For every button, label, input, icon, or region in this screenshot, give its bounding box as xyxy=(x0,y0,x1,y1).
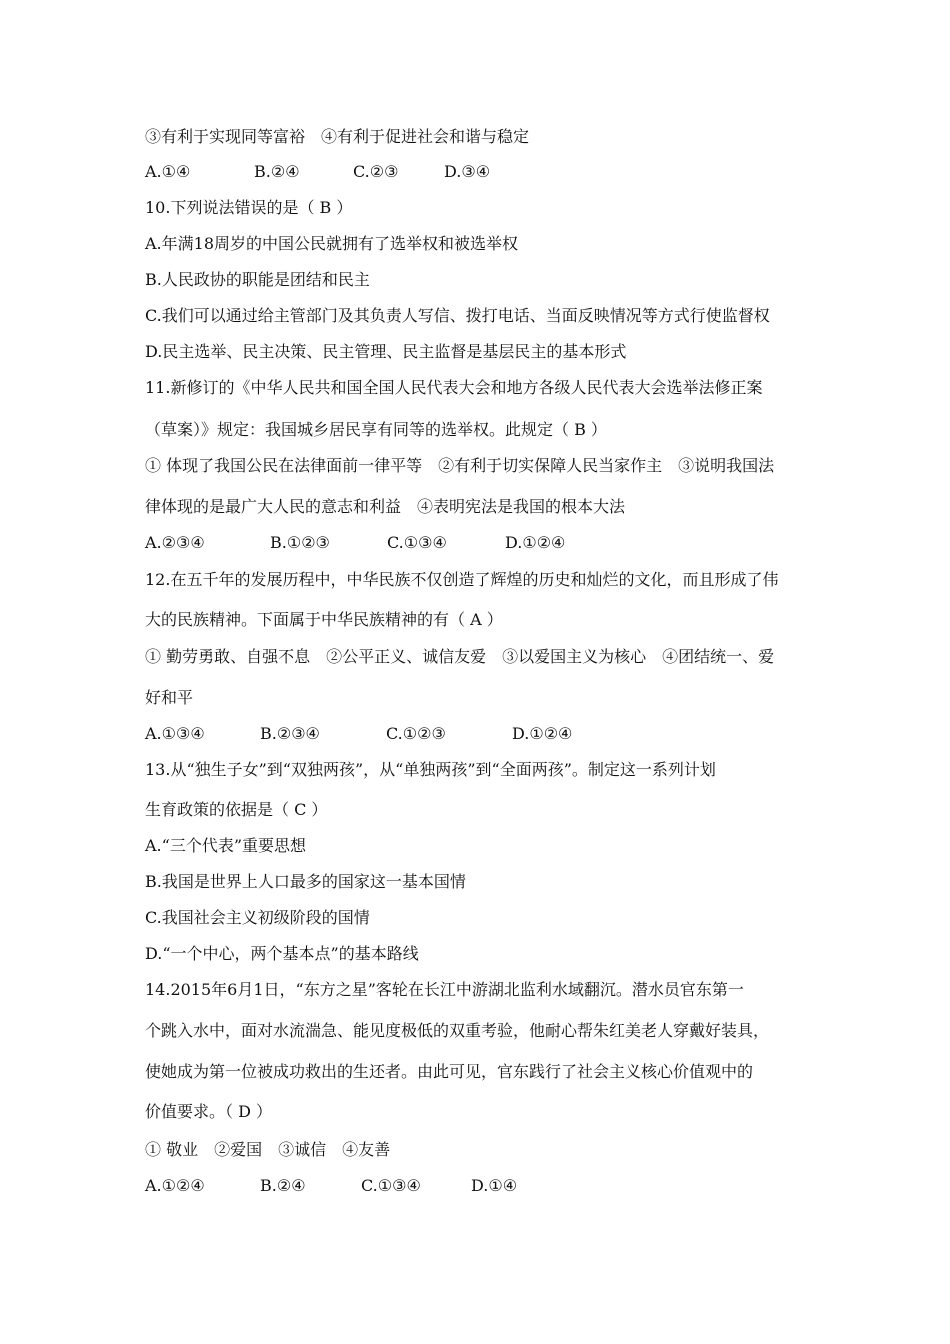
q12-stem-line-2: 大的民族精神。下面属于中华民族精神的有（ A ） xyxy=(145,610,503,629)
q9-option-c: C.②③ xyxy=(353,162,399,181)
q14-option-d: D.①④ xyxy=(471,1176,518,1195)
q12-option-b: B.②③④ xyxy=(260,724,320,743)
q13-stem-line-1: 13.从“独生子女”到“双独两孩”，从“单独两孩”到“全面两孩”。制定这一系列计划 xyxy=(145,760,716,779)
q9-option-a: A.①④ xyxy=(145,162,191,181)
q11-option-d: D.①②④ xyxy=(505,533,566,552)
q10-option-c: C.我们可以通过给主管部门及其负责人写信、拨打电话、当面反映情况等方式行使监督权 xyxy=(145,306,770,325)
q14-stem-line-4: 价值要求。（ D ） xyxy=(145,1102,273,1121)
q9-options xyxy=(145,162,490,182)
q14-option-c: C.①③④ xyxy=(361,1176,421,1195)
q13-stem-line-2: 生育政策的依据是（ C ） xyxy=(145,800,328,819)
q10-option-d: D.民主选举、民主决策、民主管理、民主监督是基层民主的基本形式 xyxy=(145,342,627,361)
q13-option-b: B.我国是世界上人口最多的国家这一基本国情 xyxy=(145,872,466,891)
q9-option-b: B.②④ xyxy=(254,162,300,181)
q11-option-a: A.②③④ xyxy=(145,533,205,552)
q12-stem-line-1: 12.在五千年的发展历程中，中华民族不仅创造了辉煌的历史和灿烂的文化，而且形成了伟 xyxy=(145,570,779,589)
q14-option-b: B.②④ xyxy=(260,1176,306,1195)
q12-items-line-2: 好和平 xyxy=(145,688,194,707)
q11-stem-line-2: （草案）》规定：我国城乡居民享有同等的选举权。此规定（ B ） xyxy=(145,420,607,439)
q11-stem-line-1: 11.新修订的《中华人民共和国全国人民代表大会和地方各级人民代表大会选举法修正案 xyxy=(145,378,763,397)
q10-stem: 10.下列说法错误的是（ B ） xyxy=(145,198,353,217)
q11-items-line-1: ① 体现了我国公民在法律面前一律平等 ②有利于切实保障人民当家作主 ③说明我国法 xyxy=(145,456,775,475)
q13-option-c: C.我国社会主义初级阶段的国情 xyxy=(145,908,370,927)
q14-stem-line-1: 14.2015年6月1日，“东方之星”客轮在长江中游湖北监利水域翻沉。潜水员官东第一 xyxy=(145,980,744,999)
q10-option-b: B.人民政协的职能是团结和民主 xyxy=(145,270,370,289)
q11-items-line-2: 律体现的是最广大人民的意志和利益 ④表明宪法是我国的根本大法 xyxy=(145,497,626,516)
q12-options xyxy=(145,724,572,744)
q14-stem-line-2: 个跳入水中，面对水流湍急、能见度极低的双重考验，他耐心帮朱红美老人穿戴好装具， xyxy=(145,1021,770,1040)
q11-options xyxy=(145,533,565,553)
q12-items-line-1: ① 勤劳勇敢、自强不息 ②公平正义、诚信友爱 ③以爱国主义为核心 ④团结统一、爱 xyxy=(145,647,775,666)
q9-option-d: D.③④ xyxy=(444,162,491,181)
q14-items: ① 敬业 ②爱国 ③诚信 ④友善 xyxy=(145,1140,391,1159)
q12-option-a: A.①③④ xyxy=(145,724,205,743)
q11-option-b: B.①②③ xyxy=(270,533,330,552)
q13-option-d: D.“一个中心，两个基本点”的基本路线 xyxy=(145,944,419,963)
q13-option-a: A.“三个代表”重要思想 xyxy=(145,836,307,855)
q10-option-a: A.年满18周岁的中国公民就拥有了选举权和被选举权 xyxy=(145,234,519,253)
q14-stem-line-3: 使她成为第一位被成功救出的生还者。由此可见，官东践行了社会主义核心价值观中的 xyxy=(145,1062,754,1081)
q14-options xyxy=(145,1176,517,1196)
q12-option-c: C.①②③ xyxy=(386,724,446,743)
q14-option-a: A.①②④ xyxy=(145,1176,205,1195)
q11-option-c: C.①③④ xyxy=(387,533,447,552)
q12-option-d: D.①②④ xyxy=(512,724,573,743)
q9-item-3-4: ③有利于实现同等富裕 ④有利于促进社会和谐与稳定 xyxy=(145,127,530,146)
